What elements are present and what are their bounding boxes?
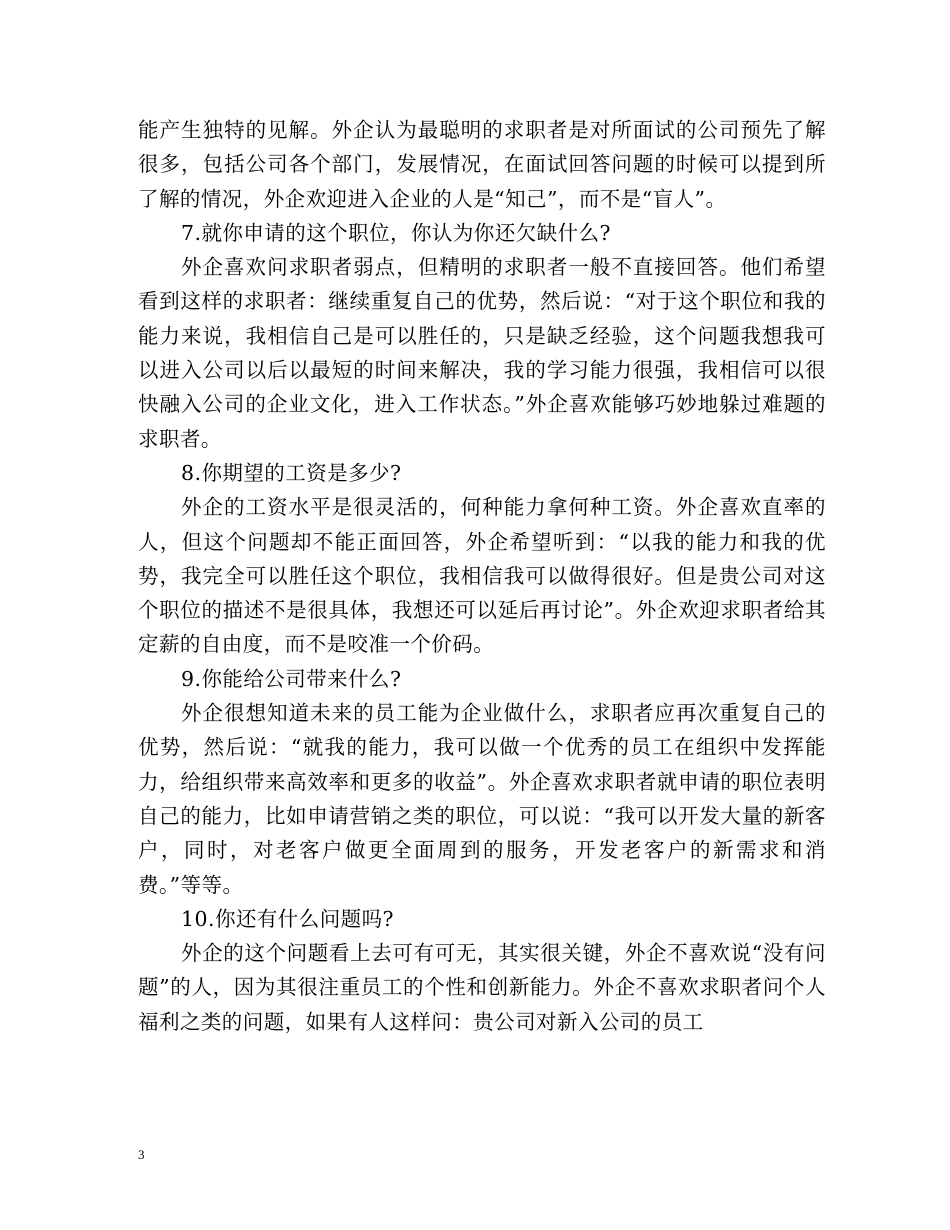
answer-9: 外企很想知道未来的员工能为企业做什么，求职者应再次重复自己的优势，然后说：“就我的能力，我可以做一个优秀的员工在组织中发挥能力，给组织带来高效率和更多的收益”。外企喜欢求职者就申请的职位表明自己的能力，比如申请营销之类的职位，可以说：“我可以开发大量的新客户，同时，对老客户做更全面周到的服务，开发老客户的新需求和消费。”等等。 — [138, 701, 826, 897]
answer-8: 外企的工资水平是很灵活的，何种能力拿何种工资。外企喜欢直率的人，但这个问题却不能正面回答，外企希望听到：“以我的能力和我的优势，我完全可以胜任这个职位，我相信我可以做得很好。但是贵公司对这个职位的描述不是很具体，我想还可以延后再讨论”。外企欢迎求职者给其定薪的自由度，而不是咬准一个价码。 — [138, 495, 826, 657]
question-7: 7.就你申请的这个职位，你认为你还欠缺什么? — [181, 220, 611, 245]
document-body — [138, 113, 826, 1039]
page-number: 3 — [138, 1147, 145, 1162]
question-8: 8.你期望的工资是多少? — [181, 460, 402, 485]
question-9: 9.你能给公司带来什么? — [181, 666, 402, 691]
answer-7: 外企喜欢问求职者弱点，但精明的求职者一般不直接回答。他们希望看到这样的求职者：继续重复自己的优势，然后说：“对于这个职位和我的能力来说，我相信自己是可以胜任的，只是缺乏经验，这个问题我想我可以进入公司以后以最短的时间来解决，我的学习能力很强，我相信可以很快融入公司的企业文化，进入工作状态。”外企喜欢能够巧妙地躲过难题的求职者。 — [138, 255, 826, 451]
question-10: 10.你还有什么问题吗? — [181, 906, 394, 931]
answer-10: 外企的这个问题看上去可有可无，其实很关键，外企不喜欢说“没有问题”的人，因为其很注重员工的个性和创新能力。外企不喜欢求职者问个人福利之类的问题，如果有人这样问：贵公司对新入公司的员工 — [138, 941, 826, 1034]
paragraph-continuation: 能产生独特的见解。外企认为最聪明的求职者是对所面试的公司预先了解很多，包括公司各个部门，发展情况，在面试回答问题的时候可以提到所了解的情况，外企欢迎进入企业的人是“知己”，而不是“盲人”。 — [138, 118, 826, 211]
